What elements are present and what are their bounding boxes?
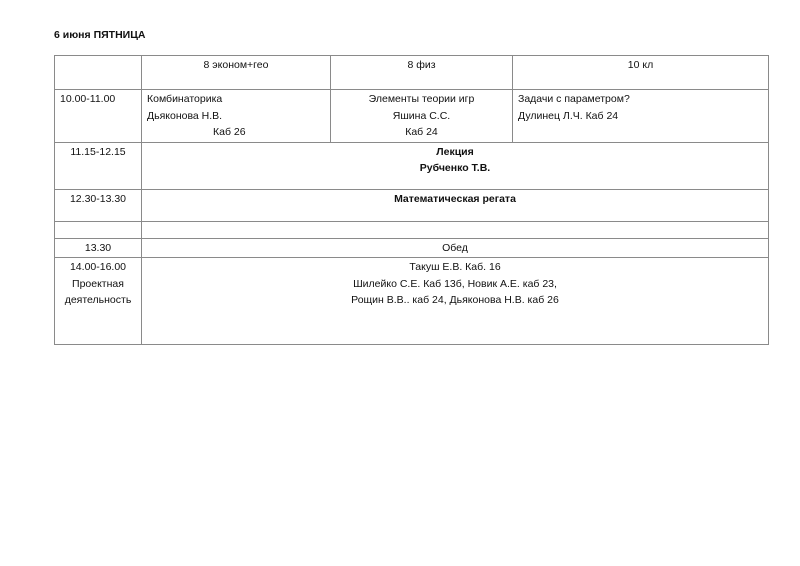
teacher-room-label: Рощин В.В.. каб 24, Дьяконова Н.В. каб 26 [351, 294, 559, 306]
empty-cell [142, 221, 769, 238]
time-cell [55, 258, 142, 345]
teacher-room-label: Шилейко С.Е. Каб 13б, Новик А.Е. каб 23, [353, 277, 557, 290]
header-group-10-kl: 10 кл [513, 56, 769, 90]
class-cell-col1 [142, 90, 331, 143]
time-label: 14.00-16.00 [69, 261, 127, 273]
time-cell [55, 221, 142, 238]
table-row-empty [55, 221, 769, 238]
table-row-1230 [55, 189, 769, 221]
time-cell [55, 90, 142, 143]
lecture-cell [142, 142, 769, 189]
class-cell-col2 [331, 90, 513, 143]
projects-cell [142, 258, 769, 345]
teacher-room-label: Дулинец Л.Ч. Каб 24 [518, 109, 619, 122]
time-cell [55, 142, 142, 189]
header-time-cell [55, 56, 142, 90]
subject-label: Комбинаторика [147, 93, 223, 105]
page-title: 6 июня ПЯТНИЦА [54, 29, 146, 41]
time-label: 11.15-12.15 [70, 145, 126, 158]
event-cell [142, 189, 769, 221]
header-group-8-econom-geo: 8 эконом+гео [142, 56, 331, 90]
table-row-1000 [55, 90, 769, 143]
subject-label: Задачи с параметром? [518, 93, 630, 105]
subject-label: Элементы теории игр [368, 93, 475, 105]
lunch-cell [142, 238, 769, 258]
table-row-1330 [55, 238, 769, 258]
time-cell [55, 189, 142, 221]
room-label: Каб 26 [213, 126, 246, 138]
room-label: Каб 24 [405, 126, 438, 138]
schedule-table [54, 55, 769, 345]
lecturer-label: Рубченко Т.В. [419, 162, 491, 174]
activity-label: деятельность [64, 294, 132, 306]
teacher-label: Дьяконова Н.В. [147, 109, 223, 122]
time-label: 13.30 [84, 241, 112, 254]
teacher-label: Яшина С.С. [392, 109, 451, 122]
lecture-label: Лекция [436, 145, 474, 158]
teacher-room-label: Такуш Е.В. Каб. 16 [409, 261, 501, 273]
table-row-1115 [55, 142, 769, 189]
time-label: 12.30-13.30 [69, 192, 127, 205]
header-row [55, 56, 769, 90]
event-label: Математическая регата [394, 192, 516, 205]
class-cell-col3 [513, 90, 769, 143]
lunch-label: Обед [442, 241, 468, 254]
time-label: 10.00-11.00 [60, 93, 116, 105]
table-row-1400 [55, 258, 769, 345]
time-cell [55, 238, 142, 258]
header-group-8-fiz: 8 физ [331, 56, 513, 90]
activity-label: Проектная [72, 277, 124, 290]
